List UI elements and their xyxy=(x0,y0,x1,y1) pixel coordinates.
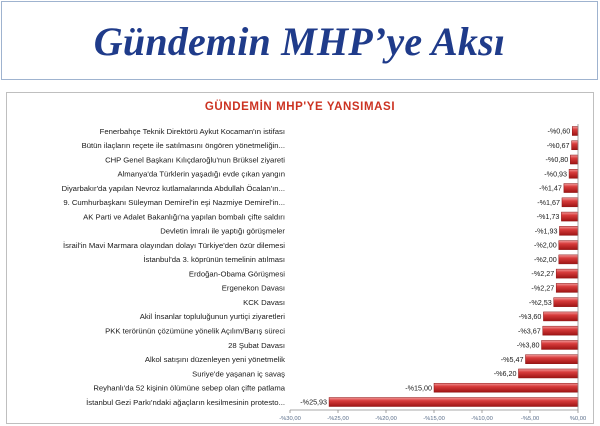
value-label: -%2,27 xyxy=(531,283,555,293)
value-label: -%2,00 xyxy=(534,254,557,264)
category-label: İstanbul Gezi Parkı'ndaki ağaçların kesilmesinin protesto... xyxy=(86,397,285,407)
bar xyxy=(561,212,578,221)
category-label: 28 Şubat Davası xyxy=(228,340,285,350)
value-label: -%0,67 xyxy=(546,140,570,150)
x-tick-label: %0,00 xyxy=(569,416,587,422)
value-label: -%0,93 xyxy=(544,169,568,179)
value-label: -%15,00 xyxy=(405,383,432,393)
value-label: -%1,47 xyxy=(539,183,562,193)
bar-chart xyxy=(6,92,594,424)
value-label: -%2,27 xyxy=(531,269,555,279)
category-label: Bütün ilaçların reçete ile satılmasını öngören yönetmeliğin... xyxy=(81,141,285,151)
slide-title: Gündemin MHP’ye Aksı xyxy=(93,19,506,64)
category-label: Almanya'da Türklerin yaşadığı evde çıkan yangın xyxy=(117,169,285,179)
value-label: -%5,47 xyxy=(500,354,524,364)
bar xyxy=(542,340,578,349)
bar xyxy=(569,169,578,178)
x-tick-label: -%10,00 xyxy=(471,416,493,422)
category-label: Erdoğan-Obama Görüşmesi xyxy=(188,269,285,279)
bar xyxy=(554,298,578,307)
value-label: -%1,67 xyxy=(537,197,560,207)
value-label: -%0,60 xyxy=(547,126,571,136)
bar xyxy=(543,326,578,335)
value-label: -%1,73 xyxy=(536,212,560,222)
value-label: -%0,80 xyxy=(545,155,569,165)
value-label: -%3,80 xyxy=(516,340,540,350)
value-label: -%25,93 xyxy=(300,397,328,407)
category-label: Alkol satışını düzenleyen yeni yönetmelik xyxy=(144,355,285,365)
category-label: Reyhanlı'da 52 kişinin ölümüne sebep olan çifte patlama xyxy=(93,383,285,393)
bar xyxy=(434,383,578,392)
bar xyxy=(556,283,578,292)
category-label: AK Parti ve Adalet Bakanlığı'na yapılan bombalı çifte saldırı xyxy=(83,212,285,222)
value-label: -%2,53 xyxy=(528,297,552,307)
category-label: İstanbul'da 3. köprünün temelinin atılması xyxy=(143,255,285,265)
x-tick-label: -%20,00 xyxy=(375,416,397,422)
bar xyxy=(559,255,578,264)
value-label: -%6,20 xyxy=(493,369,517,379)
category-label: Ergenekon Davası xyxy=(221,283,285,293)
chart-title: GÜNDEMİN MHP'YE YANSIMASI xyxy=(204,101,396,113)
category-label: Akil İnsanlar topluluğunun yurtiçi ziyaretleri xyxy=(139,312,285,322)
chart-panel xyxy=(6,92,594,424)
category-label: Devletin İmralı ile yaptığı görüşmeler xyxy=(160,226,285,236)
value-label: -%1,93 xyxy=(534,226,558,236)
category-label: PKK terörünün çözümüne yönelik Açılım/Barış süreci xyxy=(105,326,285,336)
value-label: -%2,00 xyxy=(534,240,557,250)
category-label: İsrail'in Mavi Marmara olayından dolayı Türkiye'den özür dilemesi xyxy=(63,240,285,250)
bar xyxy=(525,355,578,364)
value-label: -%3,60 xyxy=(518,312,542,322)
x-tick-label: -%5,00 xyxy=(520,416,540,422)
bar xyxy=(556,269,578,278)
bar xyxy=(562,198,578,207)
bar xyxy=(559,241,578,250)
bar xyxy=(559,226,578,235)
value-label: -%3,67 xyxy=(517,326,541,336)
slide-title-box xyxy=(1,1,598,80)
bar xyxy=(572,141,578,150)
bar xyxy=(543,312,578,321)
bar xyxy=(570,155,578,164)
bar xyxy=(564,184,578,193)
x-tick-label: -%25,00 xyxy=(327,416,349,422)
bar xyxy=(329,398,578,407)
category-label: 9. Cumhurbaşkanı Süleyman Demirel'in eşi Nazmiye Demirel'in... xyxy=(63,198,285,208)
category-label: CHP Genel Başkanı Kılıçdaroğlu'nun Brüksel ziyareti xyxy=(105,155,285,165)
category-label: KCK Davası xyxy=(243,297,285,307)
category-label: Diyarbakır'da yapılan Nevroz kutlamalarında Abdullah Öcalan'ın... xyxy=(61,183,285,193)
category-label: Fenerbahçe Teknik Direktörü Aykut Kocaman'ın istifası xyxy=(99,126,285,136)
bar xyxy=(518,369,578,378)
x-tick-label: -%15,00 xyxy=(423,416,445,422)
bar xyxy=(572,127,578,136)
x-tick-label: -%30,00 xyxy=(279,416,301,422)
category-label: Suriye'de yaşanan iç savaş xyxy=(192,369,285,379)
